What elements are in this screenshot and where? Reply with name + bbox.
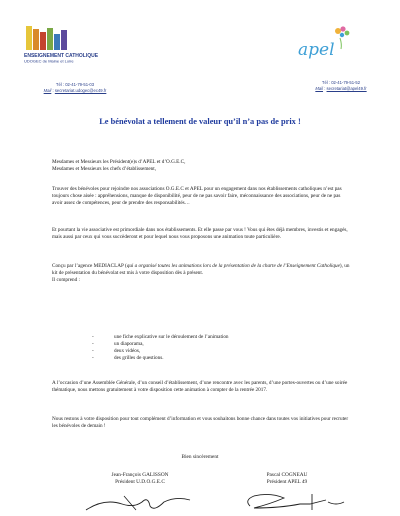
signatory-udogec bbox=[80, 472, 200, 486]
list-item: - un diaporama, bbox=[92, 341, 229, 348]
kit-intro-start: Conçu par l’agence MEDIACLAP ( bbox=[52, 263, 127, 269]
right-tel: Tél : 02-41-79-51-52 bbox=[321, 80, 361, 85]
right-mail-line: Mail : secretariat@apel49.fr bbox=[315, 86, 367, 91]
left-contact bbox=[30, 82, 120, 94]
signature-cogneau bbox=[240, 490, 350, 514]
list-item: - une fiche explicative sur le déroulement de l’animation bbox=[92, 334, 229, 341]
paragraph-disposition: Nous restons à votre disposition pour tout complément d’information et vous souhaitons bonne chance dans toutes vos initiatives pour recruter les bénévoles de demain ! bbox=[52, 416, 349, 429]
left-org-subtext: UDOGEC de Maine et Loire bbox=[24, 58, 74, 64]
paragraph-vie-associative: Et pourtant la vie associative est primordiale dans nos établissements. Et elle passe par vous ! Vous qui êtes déjà membres, investis et engagés, mais aussi par ceux qui vous succèderont et pour lequel nous vous proposons une animation toute particulière. bbox=[52, 227, 348, 240]
signatory-apel bbox=[232, 472, 342, 486]
right-contact bbox=[296, 80, 386, 92]
list-item: - des grilles de questions. bbox=[92, 355, 229, 362]
paragraph-kit bbox=[52, 263, 352, 284]
right-mail-label: Mail bbox=[315, 86, 324, 91]
right-mail-link[interactable]: secretariat@apel49.fr bbox=[326, 86, 367, 91]
signatory-role: Président APEL 49 bbox=[266, 479, 308, 485]
left-mail-link[interactable]: secretariat.udogec@ec49.fr bbox=[54, 88, 107, 93]
letter-title: Le bénévolat a tellement de valeur qu’il n’a pas de prix ! bbox=[99, 117, 301, 126]
paragraph-occasion: A l’occasion d’une Assemblée Générale, d’un conseil d’établissement, d’une rencontre avec les parents, d’une portes-ouvertes ou d’une soirée thématique, nous mettons gratuitement à votre disposition cette animation à compter de la rentrée 2017. bbox=[52, 380, 348, 393]
udogec-logo bbox=[22, 24, 112, 64]
apel-flower-icon bbox=[335, 26, 349, 49]
left-tel: Tél : 02-41-79-51-03 bbox=[55, 82, 95, 87]
signatory-name: Pascal COGNEAU bbox=[266, 472, 308, 478]
kit-items-list bbox=[92, 334, 229, 362]
kit-comprend: Il comprend : bbox=[52, 276, 80, 283]
signatory-name: Jean-François GALISSON bbox=[111, 472, 169, 478]
salutation-presidents: Mesdames et Messieurs les Président(e)s d’APEL et d’O.G.E.C, bbox=[52, 159, 186, 165]
kit-intro-end: ), un kit de présentation du bénévolat est mis à votre disposition dès à présent. bbox=[52, 263, 350, 276]
left-mail-label: Mail bbox=[43, 88, 52, 93]
logo-stripes-icon bbox=[26, 26, 67, 50]
salutation-chefs: Mesdames et Messieurs les chefs d’établissement, bbox=[52, 166, 157, 172]
signature-galisson bbox=[84, 492, 194, 514]
left-mail-line: Mail : secretariat.udogec@ec49.fr bbox=[43, 88, 107, 93]
signatory-role: Président U.D.O.G.E.C bbox=[115, 479, 165, 485]
apel-logo-text: apel bbox=[298, 40, 335, 60]
kit-intro-italic: qui a organisé toutes les animations lors de la présentation de la charte de l’Enseignement Catholique bbox=[126, 263, 340, 269]
closing-line: Bien sincèrement bbox=[181, 454, 219, 460]
left-org-text: ENSEIGNEMENT CATHOLIQUE bbox=[24, 53, 99, 59]
list-item: - deux vidéos, bbox=[92, 348, 229, 355]
paragraph-benevoles: Trouver des bénévoles pour rejoindre nos associations O.G.E.C et APEL pour un engagement dans nos établissements catholiques n’est pas toujours chose aisée : appréhensions, manque de disponibilité, peur de ne pas savoir faire, méconnaissance des associations, peur de ne pas avoir assez de compétences, peur de prendre des responsabilités… bbox=[52, 186, 342, 206]
apel-logo bbox=[296, 24, 366, 64]
